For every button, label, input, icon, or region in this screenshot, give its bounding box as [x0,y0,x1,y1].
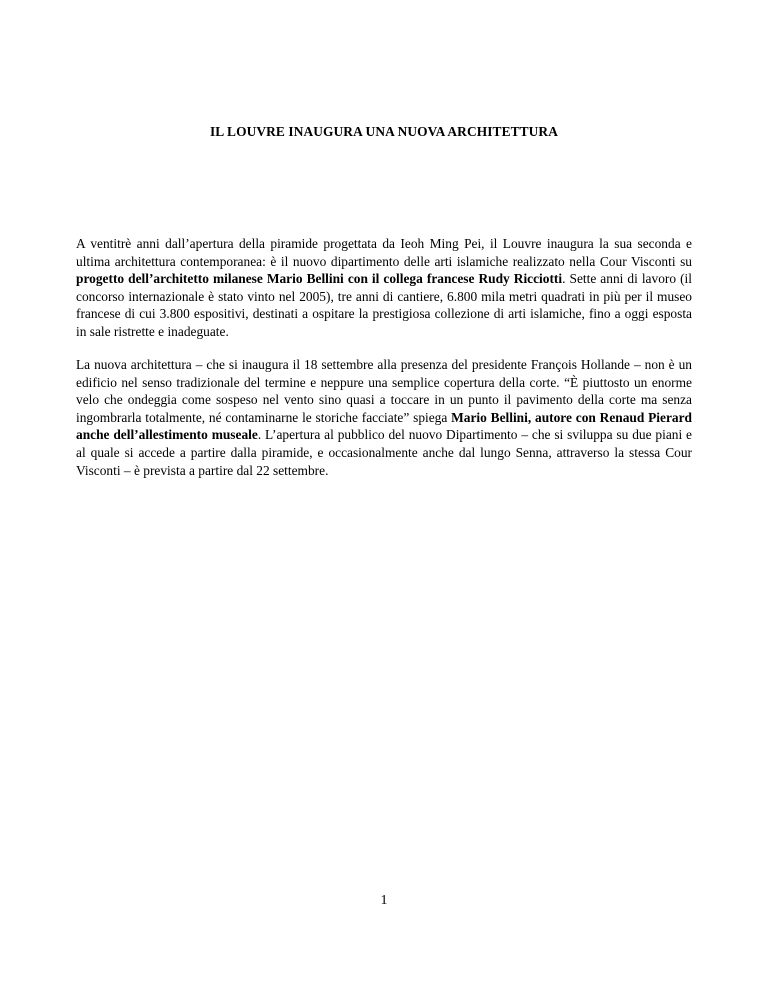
paragraph-1-bold: progetto dell’architetto milanese Mario Bellini con il collega francese Rudy Ricciotti [76,271,563,287]
paragraph-2 [76,356,692,479]
document-title: IL LOUVRE INAUGURA UNA NUOVA ARCHITETTURA [210,124,558,139]
paragraph-2-text-b: . L’apertura al pubblico del nuovo Dipartimento – che si sviluppa su due piani e al quale si accede a partire dalla piramide, e occasionalmente anche dal lungo Senna, attraverso la stessa Cour Visconti – è prevista a partire dal 22 settembre. [76,427,692,478]
paragraph-2-text-a: La nuova architettura – che si inaugura il 18 settembre alla presenza del presidente François Hollande – non è un edificio nel senso tradizionale del termine e neppure una semplice copertura della corte. “È piuttosto un enorme velo che ondeggia come sospeso nel vento sino quasi a toccare in un punto il pavimento della corte ma senza ingombrarla totalmente, né contaminarne le storiche facciate” spiega [76,357,692,425]
page-number: 1 [380,893,388,908]
paragraph-1 [76,235,692,341]
paragraph-1-text-a: A ventitrè anni dall’apertura della piramide progettata da Ieoh Ming Pei, il Louvre inaugura la sua seconda e ultima architettura contemporanea: è il nuovo dipartimento delle arti islamiche realizzato nella Cour Visconti su [76,236,692,269]
paragraph-1-text-b: . Sette anni di lavoro (il concorso internazionale è stato vinto nel 2005), tre anni di cantiere, 6.800 mila metri quadrati in più per il museo francese di cui 3.800 espositivi, destinati a ospitare la prestigiosa collezione di arti islamiche, fino a oggi esposta in sale ristrette e inadeguate. [76,271,692,339]
paragraph-2-bold: Mario Bellini, autore con Renaud Pierard anche dell’allestimento museale [76,409,692,443]
